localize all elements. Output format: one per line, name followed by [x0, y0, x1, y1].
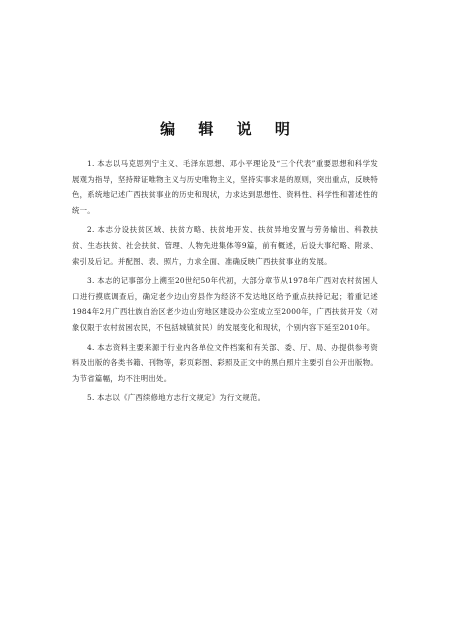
paragraph-2: 2. 本志分设扶贫区域、扶贫方略、扶贫地开发、扶贫异地安置与劳务输出、科教扶贫、生态扶贫、社会扶贫、管理、人物先进集体等9篇，前有概述，后设大事纪略、附录、索引及后记。并配图、表、照片，力求全面、准确反映广西扶贫事业的发展。	[72, 225, 378, 266]
paragraph-4: 4. 本志资料主要来源于行业内各单位文件档案和有关部、委、厅、局、办提供参考资料及出版的各类书籍、刊物等，彩页彩图、彩照及正文中的黑白照片主要引自公开出版物。为节省篇幅，均不注明出处。	[72, 342, 378, 383]
paragraph-5: 5. 本志以《广西续修地方志行文规定》为行文规范。	[87, 393, 266, 403]
page-title: 编 辑 说 明	[160, 120, 299, 138]
paragraph-3: 3. 本志的记事部分上溯至20世纪50年代初，大部分章节从1978年广西对农村贫困人口进行摸底调查后，确定老少边山穷县作为经济不发达地区给予重点扶持记起；着重记述1984年2月广西壮族自治区老少边山穷地区建设办公室成立至2000年，广西扶贫开发（对象仅限于农村贫困农民，不包括城镇贫民）的发展变化和现状，个别内容下延至2010年。	[72, 276, 378, 332]
document-body	[72, 156, 378, 410]
paragraph-1: 1. 本志以马克思列宁主义、毛泽东思想、邓小平理论及“三个代表”重要思想和科学发展观为指导，坚持辩证唯物主义与历史唯物主义，坚持实事求是的原则，突出重点，反映特色，系统地记述广西扶贫事业的历史和现状，力求达到思想性、资料性、科学性和著述性的统一。	[72, 159, 378, 215]
